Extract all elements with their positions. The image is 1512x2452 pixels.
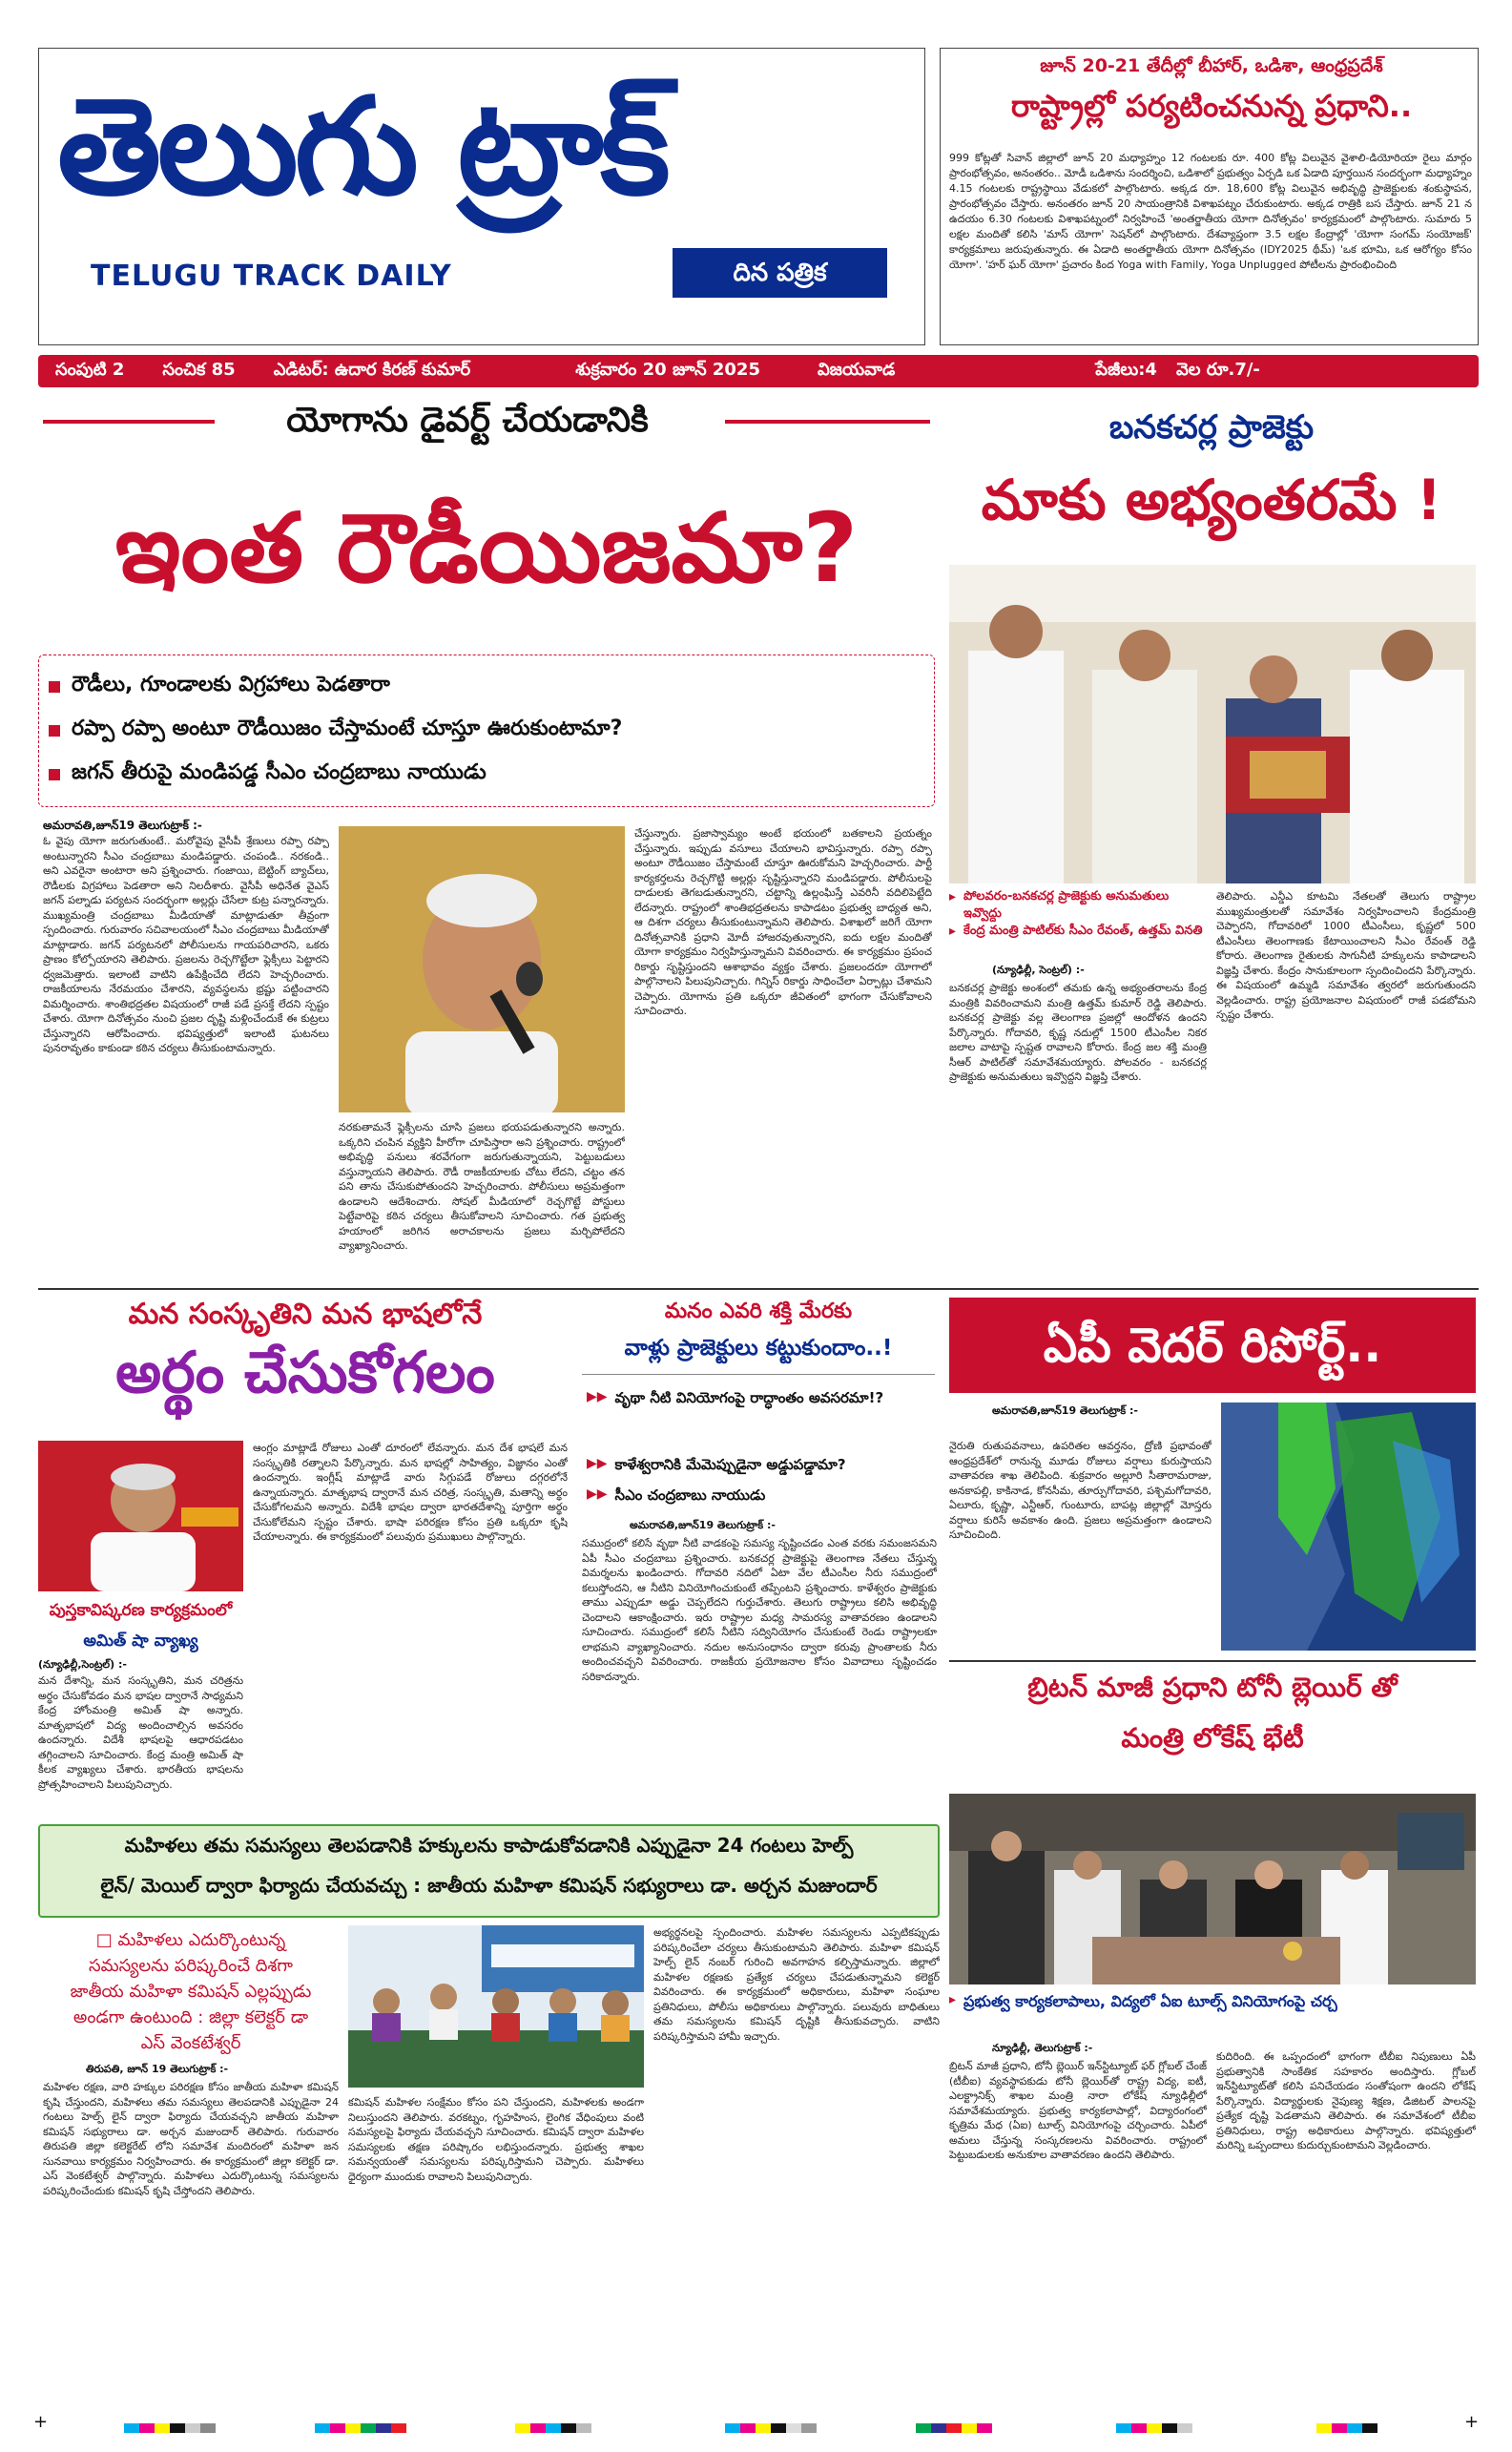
color-bar [515,2423,591,2433]
weather-map [1221,1403,1476,1651]
women-dateline: తిరుపతి, జూన్ 19 తెలుగుట్రాక్ :- [86,2063,229,2075]
projects-rule [582,1374,935,1375]
culture-caption-1: పుస్తకావిష్కరణ కార్యక్రమంలో [49,1601,233,1620]
top-news-headline: రాష్ట్రాల్లో పర్యటించనున్న ప్రధాని.. [1010,88,1413,124]
bullet-arrow-icon: ▶▶ [587,1486,608,1502]
masthead-tagline: దిన పత్రిక [673,248,887,298]
caption-arrow-icon: ▸ [949,1992,957,2007]
lokesh-headline-2: మంత్రి లోకేష్ భేటీ [1121,1722,1304,1754]
lead-bullets-box [38,655,935,807]
section-divider [38,1288,1479,1290]
top-news-body: 999 కోట్లతో సివాన్ జిల్లాలో జూన్ 20 మధ్యాహ్నం 12 గంటలకు రూ. 400 కోట్ల విలువైన వైశాలి-డియోరియా రైలు మార్గం ప్రారంభోత్సవం, అనంతరం.. మోడీ ఒడిశాను సందర్శించి, ఒడిశాలో ప్రభుత్వం ఏర్పడి ఒక ఏడాది పూర్తయిన సందర్భంగా మధ్యాహ్నం 4.15 గంటలకు రాష్ట్రస్థాయి వేడుకలో పాల్గొంటారు. అక్కడ రూ. 18,600 కోట్ల విలువైన అభివృద్ధి ప్రాజెక్టులకు శంకుస్థాపన, ప్రారంభోత్సవం చేస్తారు. అనంతరం జూన్ 20 సాయంత్రానికి విశాఖపట్నం చేరుకుంటారు. అక్కడ రాత్రికి బస చేస్తారు. జూన్ 21 న ఉదయం 6.30 గంటలకు విశాఖపట్నంలో నిర్వహించే 'అంతర్జాతీయ యోగా దినోత్సవం' కార్యక్రమంలో పాల్గొంటారు. సుమారు 5 లక్షల మందితో కలిసి 'మాస్ యోగా' సెషన్‌లో పాల్గొంటారు. దేశవ్యాప్తంగా 3.5 లక్షల కేంద్రాల్లో 'యోగా సంగమ్ సంయోజక్' కార్యక్రమాలు జరుపుతున్నారు. ఈ ఏడాది అంతర్జాతీయ యోగా దినోత్సవం (IDY2025 థీమ్) 'ఒక భూమి, ఒక ఆరోగ్యం కోసం యోగా'. 'హర్ ఘర్ యోగా' ప్రచారం కింద Yoga with Family, Yoga Unplugged పోటీలను ప్రారంభించింది [949,152,1472,271]
info-city: విజయవాడ [817,359,896,380]
masthead-logo-en: TELUGU TRACK DAILY [91,260,452,293]
lokesh-col1: బ్రిటన్ మాజీ ప్రధాని, టోనీ బ్లెయిర్ ఇన్‌స్టిట్యూట్ ఫర్ గ్లోబల్ చేంజ్ (టీబీఐ) వ్యవస్థాపకుడు టోనీ బ్లెయిర్‌తో రాష్ట్ర విద్య, ఐటీ, ఎలక్ట్రానిక్స్ శాఖల మంత్రి నారా లోకేష్ న్యూఢిల్లీలో సమావేశమయ్యారు. ప్రభుత్వ కార్యకలాపాల్లో, విద్యారంగంలో కృత్రిమ మేధ (ఏఐ) టూల్స్ వినియోగంపై చర్చించారు. ఏపీలో అమలు చేస్తున్న సంస్కరణలను వివరించారు. రాష్ట్రంలో పెట్టుబడులకు అనుకూల వాతావరణం ఉందని తెలిపారు. [949,2060,1207,2161]
projects-kicker: మనం ఎవరి శక్తి మేరకు [664,1299,853,1323]
lead-col3: చేస్తున్నారు. ప్రజాస్వామ్యం అంటే భయంలో బతకాలని ప్రయత్నం చేస్తున్నారు. ఇప్పుడు వసూలు చేయాలని భావిస్తున్నారు. రప్పా రప్పా అంటూ రౌడీయిజం చేస్తామంటే చూస్తూ ఊరుకోమని హెచ్చరించారు. పార్టీ కార్యకర్తలను రెచ్చగొట్టి అల్లర్లు సృష్టిస్తున్నారని మండిపడ్డారు. పోలీసులపై దాడులకు తెగబడుతున్నారని, చట్టాన్ని ఉల్లంఘిస్తే ఎవరినీ వదిలిపెట్టేది లేదన్నారు. రాష్ట్రంలో శాంతిభద్రతలను కాపాడటం ప్రభుత్వ బాధ్యత అని, ఆ దిశగా చర్యలు తీసుకుంటున్నామని తెలిపారు. విశాఖలో జరిగే యోగా దినోత్సవానికి ప్రధాని మోదీ హాజరవుతున్నారని, ఐదు లక్షల మందితో యోగా కార్యక్రమం నిర్వహిస్తున్నామని వివరించారు. ఈ కార్యక్రమం ప్రపంచ రికార్డు సృష్టిస్తుందని ఆశాభావం వ్యక్తం చేశారు. ప్రజలందరూ యోగాలో పాల్గొనాలని పిలుపునిచ్చారు. గిన్నిస్ రికార్డు సాధించేలా ఏర్పాట్లు చేశామని చెప్పారు. యోగాను ప్రతి ఒక్కరూ జీవితంలో భాగంగా చేసుకోవాలని సూచించారు. [634,827,932,1017]
weather-body: నైరుతి రుతుపవనాలు, ఉపరితల ఆవర్తనం, ద్రోణి ప్రభావంతో ఆంధ్రప్రదేశ్‌లో రానున్న మూడు రోజులు వర్షాలు కురుస్తాయని వాతావరణ శాఖ తెలిపింది. శుక్రవారం అల్లూరి సీతారామరాజు, అనకాపల్లి, కాకినాడ, కోనసీమ, తూర్పుగోదావరి, పశ్చిమగోదావరి, ఏలూరు, కృష్ణా, ఎన్టీఆర్, గుంటూరు, బాపట్ల జిల్లాల్లో మోస్తరు వర్షాలు కురిసే అవకాశం ఉంది. ప్రజలు అప్రమత్తంగా ఉండాలని సూచించింది. [949,1440,1212,1541]
registration-mark: + [33,2412,49,2432]
lokesh-caption: ▸ ప్రభుత్వ కార్యకలాపాలు, విద్యలో ఏఐ టూల్స్ వినియోగంపై చర్చ [949,1992,1476,2014]
lokesh-headline-1: బ్రిటన్ మాజీ ప్రధాని టోనీ బ్లెయిర్ తో [1027,1672,1398,1703]
lead-headline: ఇంత రౌడీయిజమా? [114,492,859,604]
projects-headline: వాళ్లు ప్రాజెక్టులు కట్టుకుందాం..! [624,1336,893,1361]
top-news-kicker: జూన్ 20-21 తేదీల్లో బీహార్, ఒడిశా, ఆంధ్రప్రదేశ్ [1040,55,1383,76]
banakacherla-caption-1: ▸ పోలవరం-బనకచర్ల ప్రాజెక్టుకు అనుమతులు ఇవ్వొద్దు [949,889,1207,924]
women-subhead-line: అండగా ఉంటుంది : జిల్లా కలెక్టర్ డా [72,2007,309,2027]
info-volume: సంపుటి 2 [55,359,125,380]
banakacherla-dateline: (న్యూఢిల్లీ, సెంట్రల్) :- [992,964,1085,976]
lead-bullet: జగన్ తీరుపై మండిపడ్డ సీఎం చంద్రబాబు నాయుడు [49,753,924,797]
culture-caption-2: అమిత్ షా వ్యాఖ్య [83,1631,198,1651]
lead-photo [339,826,625,1112]
info-pages: పేజీలు:4 [1095,359,1157,380]
women-headline-2: లైన్/ మెయిల్ ద్వారా ఫిర్యాదు చేయవచ్చు : జాతీయ మహిళా కమిషన్ సభ్యురాలు డా. అర్చన మజుందార్ [100,1874,878,1897]
weather-dateline: అమరావతి,జూన్19 తెలుగుట్రాక్ :- [992,1404,1138,1417]
projects-bullet: ▶▶ కాళేశ్వరానికి మేమెప్పుడైనా అడ్డుపడ్డామా? [587,1456,935,1477]
lokesh-col2: కుదిరింది. ఈ ఒప్పందంలో భాగంగా టీబీఐ నిపుణులు ఏపీ ప్రభుత్వానికి సాంకేతిక సహకారం అందిస్తారు. గ్లోబల్ ఇన్‌స్టిట్యూట్‌తో కలిసి పనిచేయడం సంతోషంగా ఉందని లోకేష్ పేర్కొన్నారు. విద్యార్థులకు నైపుణ్య శిక్షణ, డిజిటల్ పాలనపై ప్రత్యేక దృష్టి పెడతామని తెలిపారు. ఈ సమావేశంలో టీబీఐ ప్రతినిధులు, రాష్ట్ర అధికారులు పాల్గొన్నారు. భవిష్యత్తులో మరిన్ని ఒప్పందాలు కుదుర్చుకుంటామని వెల్లడించారు. [1216,2050,1476,2151]
bullet-arrow-icon: ▶▶ [587,1456,608,1471]
lead-kicker: యోగాను డైవర్ట్ చేయడానికి [286,401,649,440]
info-editor: ఎడిటర్: ఉదార కిరణ్ కుమార్ [273,359,471,380]
culture-dateline: (న్యూఢిల్లీ,సెంట్రల్) :- [38,1658,127,1671]
culture-headline: అర్థం చేసుకోగలం [115,1340,495,1406]
lead-kicker-rule-left [43,420,215,424]
culture-photo [38,1441,243,1591]
lead-col2: నరకుతామనే ఫ్లెక్సీలను చూసి ప్రజలు భయపడుతున్నారని అన్నారు. ఒక్కరిని చంపిన వ్యక్తిని హీరోగా చూపిస్తారా అని ప్రశ్నించారు. రాష్ట్రంలో అభివృద్ధి పనులు శరవేగంగా జరుగుతున్నాయని, పెట్టుబడులు వస్తున్నాయని తెలిపారు. రౌడీ రాజకీయాలకు చోటు లేదని, చట్టం తన పని తాను చేసుకుపోతుందని హెచ్చరించారు. పోలీసులు అప్రమత్తంగా ఉండాలని ఆదేశించారు. సోషల్ మీడియాలో రెచ్చగొట్టే పోస్టులు పెట్టేవారిపై కఠిన చర్యలు తీసుకోవాలని సూచించారు. గత ప్రభుత్వ హయాంలో జరిగిన అరాచకాలను ప్రజలు మర్చిపోలేదని వ్యాఖ్యానించారు. [339,1121,625,1252]
lokesh-divider [949,1660,1476,1662]
info-date: శుక్రవారం 20 జూన్ 2025 [575,359,760,380]
culture-col1: మన దేశాన్ని, మన సంస్కృతిని, మన చరిత్రను అర్థం చేసుకోవడం మన భాషల ద్వారానే సాధ్యమని కేంద్ర హోంమంత్రి అమిత్ షా అన్నారు. మాతృభాషలో విద్య అందించాల్సిన అవసరం ఉందన్నారు. విదేశీ భాషలపై ఆధారపడటం తగ్గించాలని సూచించారు. కేంద్ర మంత్రి అమిత్ షా కీలక వ్యాఖ్యలు చేశారు. భారతీయ భాషలను ప్రోత్సహించాలని పిలుపునిచ్చారు. [38,1674,243,1791]
color-bar [1316,2423,1377,2433]
banakacherla-headline: మాకు అభ్యంతరమే ! [981,468,1442,532]
projects-bullet: ▶▶ వృథా నీటి వినియోగంపై రాద్ధాంతం అవసరమా!? [587,1389,935,1410]
color-bar [916,2423,992,2433]
color-bar [725,2423,817,2433]
banakacherla-kicker: బనకచర్ల ప్రాజెక్టు [1108,408,1315,447]
women-subhead [43,1927,339,2056]
banakacherla-col2: తెలిపారు. ఎన్డీఎ కూటమి నేతలతో తెలుగు రాష్ట్రాల ముఖ్యమంత్రులతో సమావేశం నిర్వహించాలని కేంద్రమంత్రి చెప్పారని, గోదావరిలో 1000 టీఎంసీలు, కృష్ణలో 500 టీఎంసీలు తెలంగాణకు కేటాయించాలని సీఎం రేవంత్ రెడ్డి కోరారు. తెలంగాణ రైతులకు సాగునీటి హక్కులను కాపాడాలని విజ్ఞప్తి చేశారు. కేంద్రం సానుకూలంగా స్పందించిందని పేర్కొన్నారు. ఈ విషయంలో ఉమ్మడి సమావేశం త్వరలో జరుగుతుందని వెల్లడించారు. రాష్ట్ర ప్రయోజనాల విషయంలో రాజీ పడబోమని స్పష్టం చేశారు. [1216,890,1476,1021]
caption-arrow-icon: ▸ [949,889,957,904]
lead-bullet: రౌడీలు, గూండాలకు విగ్రహాలు పెడతారా [49,665,924,709]
women-subhead-line: జాతీయ మహిళా కమిషన్ ఎల్లప్పుడు [70,1982,312,2002]
lead-col1: ఓ వైపు యోగా జరుగుతుంటే.. మరోవైపు వైసీపీ శ్రేణులు రప్పా రప్పా అంటున్నారని సీఎం చంద్రబాబు మండిపడ్డారు. చంపండి.. నరకండి.. అని ఎవరైనా అంటారా అని ప్రశ్నించారు. గంజాయి, బెట్టింగ్ బ్యాచ్‌లు, రౌడీలకు విగ్రహాలు పెడతారా అని నిలదీశారు. వైసీపీ అధినేత వైఎస్ జగన్ పల్నాడు పర్యటన సందర్భంగా అల్లర్లు చేసేలా కుట్ర పన్నారన్నారు. ముఖ్యమంత్రి చంద్రబాబు మీడియాతో మాట్లాడుతూ తీవ్రంగా స్పందించారు. గురువారం సచివాలయంలో సీఎం చంద్రబాబు మీడియాతో మాట్లాడారు. జగన్ పర్యటనలో పోలీసులను గాయపరిచారని, ఒకరు ప్రాణం కోల్పోయారని తెలిపారు. ప్రజలను రెచ్చగొట్టేలా ఫ్లెక్సీలు పెట్టారని ధ్వజమెత్తారు. ఇలాంటి వాటిని ఉపేక్షించేది లేదని హెచ్చరించారు. రాజకీయాలను నేరమయం చేశారని, వ్యవస్థలను భ్రష్టు పట్టించారని విమర్శించారు. శాంతిభద్రతల విషయంలో రాజీ పడే ప్రసక్తే లేదని స్పష్టం చేశారు. యోగా దినోత్సవం నుంచి ప్రజల దృష్టి మళ్లించేందుకే ఈ కుట్రలు చేస్తున్నారని ఆరోపించారు. భవిష్యత్తులో ఇలాంటి ఘటనలు పునరావృతం కాకుండా కఠిన చర్యలు తీసుకుంటామన్నారు. [43,835,329,1054]
registration-mark: + [1464,2412,1480,2432]
banakacherla-photo [949,565,1476,883]
culture-col2: ఆంగ్లం మాట్లాడే రోజులు ఎంతో దూరంలో లేవన్నారు. మన దేశ భాషలే మన సంస్కృతికి రత్నాలని పేర్కొన్నారు. మన భాషల్లో సాహిత్యం, విజ్ఞానం ఎంతో ఉందన్నారు. ఇంగ్లీష్ మాట్లాడే వారు సిగ్గుపడే రోజులు దగ్గరలోనే ఉన్నాయన్నారు. మాతృభాష ద్వారానే మన చరిత్ర, సంస్కృతి, మతాన్ని అర్థం చేసుకోగలమని అన్నారు. విదేశీ భాషల ద్వారా భారతదేశాన్ని పూర్తిగా అర్థం చేసుకోలేమని స్పష్టం చేశారు. భాషా పరిరక్షణ కోసం ప్రతి ఒక్కరూ కృషి చేయాలన్నారు. ఈ కార్యక్రమంలో పలువురు ప్రముఖులు పాల్గొన్నారు. [253,1442,568,1543]
lead-bullet: రప్పా రప్పా అంటూ రౌడీయిజం చేస్తామంటే చూస్తూ ఊరుకుంటామా? [49,709,924,753]
culture-kicker: మన సంస్కృతిని మన భాషలోనే [128,1298,483,1331]
women-subhead-line: □ మహిళలు ఎదుర్కొంటున్న [95,1930,286,1950]
banakacherla-caption-2: ▸ కేంద్ర మంత్రి పాటిల్‌కు సీఎం రేవంత్, ఉత్తమ్ వినతి [949,924,1203,939]
lead-dateline: అమరావతి,జూన్19 తెలుగుట్రాక్ :- [43,819,202,832]
projects-body: సముద్రంలో కలిసే వృథా నీటి వాడకంపై సమస్య సృష్టించడం ఎంత వరకు సమంజసమని ఏపీ సీఎం చంద్రబాబు ప్రశ్నించారు. బనకచర్ల ప్రాజెక్టుపై తెలంగాణ నేతలు చేస్తున్న విమర్శలను ఖండించారు. గోదావరి నదిలో ఏటా వేల టీఎంసీల నీరు సముద్రంలో కలుస్తోందని, ఆ నీటిని వినియోగించుకుంటే తప్పేంటని ప్రశ్నించారు. కాళేశ్వరం ప్రాజెక్టుకు తాము ఎప్పుడూ అడ్డు చెప్పలేదని గుర్తుచేశారు. తెలుగు రాష్ట్రాలు కలిసి అభివృద్ధి చెందాలని ఆకాంక్షించారు. ఇరు రాష్ట్రాల మధ్య సామరస్య వాతావరణం ఉండాలని సూచించారు. సముద్రంలో కలిసే నీటిని సద్వినియోగం చేసుకుంటే రెండు రాష్ట్రాలకూ లాభమని వ్యాఖ్యానించారు. నదుల అనుసంధానం ద్వారా కరువు ప్రాంతాలకు నీరు అందించవచ్చని వివరించారు. రాజకీయ ప్రయోజనాల కోసం వివాదాలు సృష్టించడం సరికాదన్నారు. [582,1537,937,1683]
masthead-logo: తెలుగు ట్రాక్ [57,70,667,225]
lead-kicker-rule-right [725,420,930,424]
projects-bullet: ▶▶ సీఎం చంద్రబాబు నాయుడు [587,1486,935,1507]
color-bar [124,2423,216,2433]
weather-headline: ఏపీ వెదర్ రిపోర్ట్.. [949,1298,1476,1393]
women-subhead-line: సమస్యలను పరిష్కరించే దిశగా [89,1956,293,1976]
women-headline-1: మహిళలు తమ సమస్యలు తెలపడానికి హక్కులను కాపాడుకోవడానికి ఎప్పుడైనా 24 గంటలు హెల్ప్ [124,1834,854,1857]
caption-arrow-icon: ▸ [949,924,957,939]
square-icon: □ [95,1930,118,1950]
info-issue: సంచిక 85 [162,359,236,380]
women-col1: మహిళల రక్షణ, వారి హక్కుల పరిరక్షణ కోసం జాతీయ మహిళా కమిషన్ కృషి చేస్తుందని, మహిళలు తమ సమస్యలు తెలపడానికి ఎప్పుడైనా 24 గంటలు హెల్ప్ లైన్ ద్వారా ఫిర్యాదు చేయవచ్చని జాతీయ మహిళా కమిషన్ సభ్యురాలు డా. అర్చన మజుందార్ తెలిపారు. గురువారం తిరుపతి జిల్లా కలెక్టరేట్ లోని సమావేశ మందిరంలో మహిళా జన సునవాయి కార్యక్రమం నిర్వహించారు. ఈ కార్యక్రమంలో జిల్లా కలెక్టర్ డా. ఎస్ వెంకటేశ్వర్ పాల్గొన్నారు. మహిళలు ఎదుర్కొంటున్న సమస్యలను పరిష్కరించేందుకు కమిషన్ కృషి చేస్తోందని తెలిపారు. [43,2081,339,2197]
lokesh-dateline: న్యూఢిల్లీ, తెలుగుట్రాక్ :- [992,2042,1093,2054]
info-price: వెల రూ.7/- [1175,359,1260,380]
women-subhead-line: ఎస్ వెంకటేశ్వర్ [140,2033,241,2053]
bullet-arrow-icon: ▶▶ [587,1389,608,1404]
women-col2: కమిషన్ మహిళల సంక్షేమం కోసం పని చేస్తుందని, మహిళలకు అండగా నిలుస్తుందని తెలిపారు. వరకట్నం, గృహహింస, లైంగిక వేధింపులు వంటి సమస్యలపై ఫిర్యాదు చేయవచ్చని సూచించారు. కమిషన్ ద్వారా మహిళల సమస్యలకు తక్షణ పరిష్కారం లభిస్తుందన్నారు. ప్రభుత్వ శాఖల సమన్వయంతో సమస్యలను పరిష్కరిస్తామని చెప్పారు. మహిళలు ధైర్యంగా ముందుకు రావాలని పిలుపునిచ్చారు. [348,2096,644,2183]
color-bar [315,2423,406,2433]
lokesh-photo [949,1794,1476,1984]
women-photo [348,1925,644,2088]
banakacherla-col1: బనకచర్ల ప్రాజెక్టు అంశంలో తమకు ఉన్న అభ్యంతరాలను కేంద్ర మంత్రికి వివరించామని మంత్రి ఉత్తమ్ కుమార్ రెడ్డి తెలిపారు. బనకచర్ల ప్రాజెక్టు వల్ల తెలంగాణ ప్రజల్లో ఆందోళన ఉందని పేర్కొన్నారు. గోదావరి, కృష్ణ నదుల్లో 1500 టీఎంసీల నికర జలాల వాటాపై స్పష్టత రావాలని కోరారు. కేంద్ర జల శక్తి మంత్రి సీఆర్ పాటిల్‌తో సమావేశమయ్యారు. పోలవరం - బనకచర్ల ప్రాజెక్టుకు అనుమతులు ఇవ్వొద్దని విజ్ఞప్తి చేశారు. [949,982,1207,1083]
color-bar [1116,2423,1192,2433]
projects-dateline: అమరావతి,జూన్19 తెలుగుట్రాక్ :- [630,1519,776,1531]
info-bar [38,355,1479,387]
women-col3: అభ్యర్థనలపై స్పందించారు. మహిళల సమస్యలను ఎప్పటికప్పుడు పరిష్కరించేలా చర్యలు తీసుకుంటామని తెలిపారు. మహిళా కమిషన్ హెల్ప్ లైన్ నంబర్ గురించి అవగాహన కల్పిస్తామన్నారు. జిల్లాలో మహిళల రక్షణకు ప్రత్యేక చర్యలు చేపడుతున్నామని కలెక్టర్ వివరించారు. ఈ కార్యక్రమంలో అధికారులు, మహిళా సంఘాల ప్రతినిధులు, పోలీసు అధికారులు పాల్గొన్నారు. పలువురు బాధితులు తమ సమస్యలను కమిషన్ దృష్టికి తీసుకువచ్చారు. వాటిని పరిష్కరిస్తామని హామీ ఇచ్చారు. [653,1926,940,2043]
